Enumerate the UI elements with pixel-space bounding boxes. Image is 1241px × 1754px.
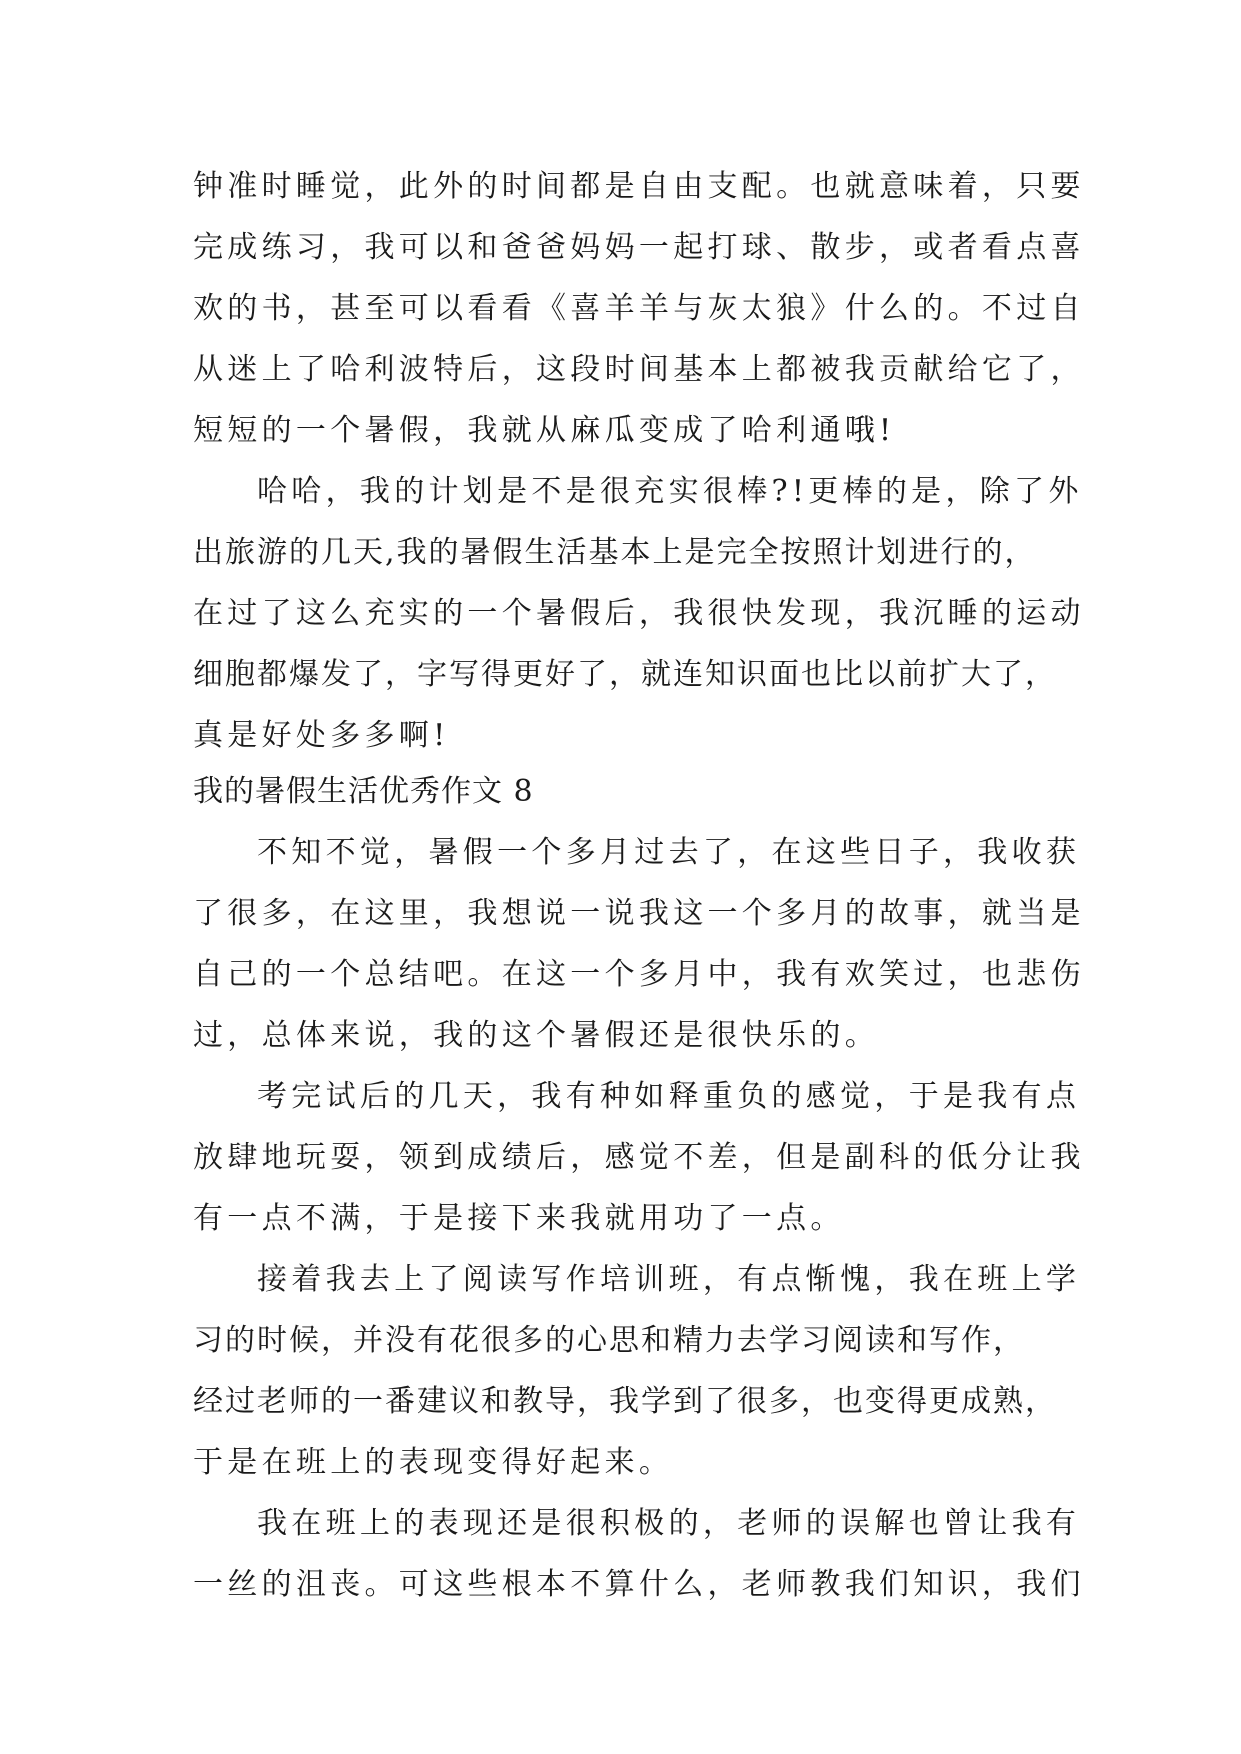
paragraph-first-line: 接着我去上了阅读写作培训班，有点惭愧，我在班上学 bbox=[257, 1262, 1081, 1297]
paragraph-first-line: 考完试后的几天，我有种如释重负的感觉，于是我有点 bbox=[257, 1079, 1081, 1114]
text-line: 钟准时睡觉，此外的时间都是自由支配。也就意味着，只要 bbox=[193, 169, 1085, 204]
text-line: 习的时候，并没有花很多的心思和精力去学习阅读和写作， bbox=[193, 1323, 1025, 1358]
text-line: 了很多，在这里，我想说一说我这一个多月的故事，就当是 bbox=[193, 896, 1085, 931]
text-line: 从迷上了哈利波特后，这段时间基本上都被我贡献给它了， bbox=[193, 352, 1085, 387]
text-line: 细胞都爆发了，字写得更好了，就连知识面也比以前扩大了， bbox=[193, 657, 1057, 692]
section-heading: 我的暑假生活优秀作文 8 bbox=[193, 774, 534, 809]
paragraph-first-line: 我在班上的表现还是很积极的，老师的误解也曾让我有 bbox=[257, 1506, 1081, 1541]
text-line: 一丝的沮丧。可这些根本不算什么，老师教我们知识，我们 bbox=[193, 1567, 1085, 1602]
text-line: 真是好处多多啊! bbox=[193, 718, 450, 753]
text-line: 出旅游的几天,我的暑假生活基本上是完全按照计划进行的， bbox=[193, 535, 1037, 570]
text-line: 欢的书，甚至可以看看《喜羊羊与灰太狼》什么的。不过自 bbox=[193, 291, 1085, 326]
text-line: 有一点不满，于是接下来我就用功了一点。 bbox=[193, 1201, 845, 1236]
text-line: 完成练习，我可以和爸爸妈妈一起打球、散步，或者看点喜 bbox=[193, 230, 1085, 265]
text-line: 经过老师的一番建议和教导，我学到了很多，也变得更成熟， bbox=[193, 1384, 1057, 1419]
text-line: 在过了这么充实的一个暑假后，我很快发现，我沉睡的运动 bbox=[193, 596, 1085, 631]
paragraph-first-line: 不知不觉，暑假一个多月过去了，在这些日子，我收获 bbox=[257, 835, 1081, 870]
text-line: 过，总体来说，我的这个暑假还是很快乐的。 bbox=[193, 1018, 879, 1053]
paragraph-first-line: 哈哈，我的计划是不是很充实很棒?!更棒的是，除了外 bbox=[257, 474, 1083, 509]
text-line: 放肆地玩耍，领到成绩后，感觉不差，但是副科的低分让我 bbox=[193, 1140, 1085, 1175]
text-line: 自己的一个总结吧。在这一个多月中，我有欢笑过，也悲伤 bbox=[193, 957, 1085, 992]
text-line: 于是在班上的表现变得好起来。 bbox=[193, 1445, 674, 1480]
text-line: 短短的一个暑假，我就从麻瓜变成了哈利通哦! bbox=[193, 413, 896, 448]
